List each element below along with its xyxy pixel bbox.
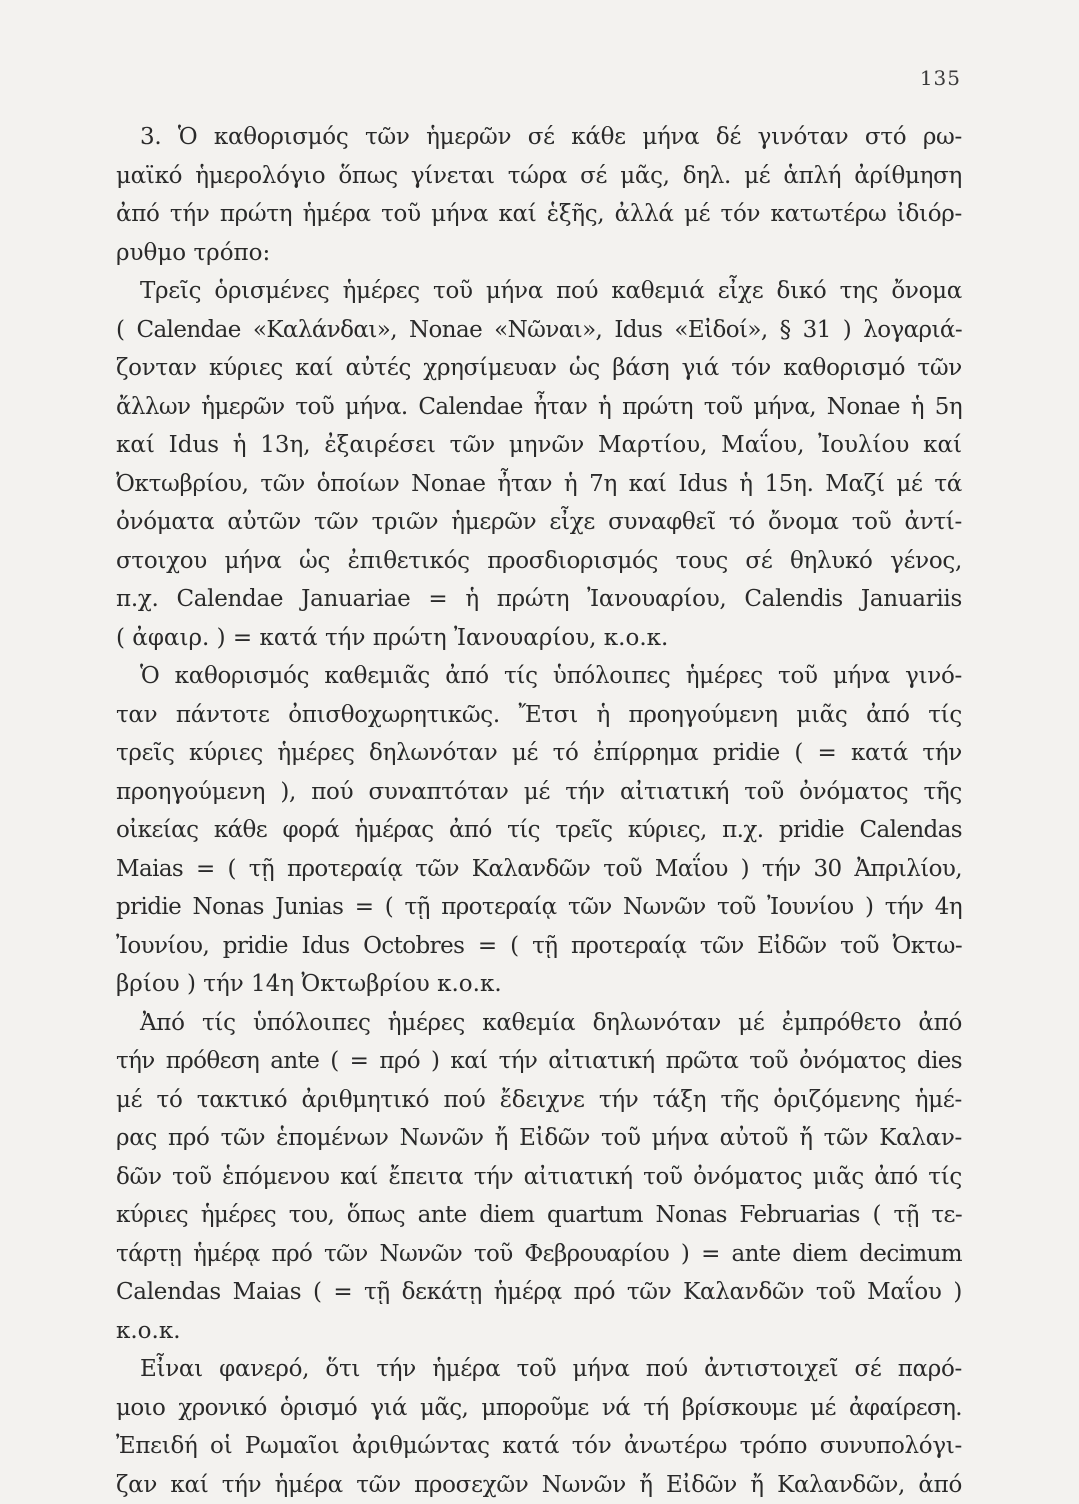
text-line: μέ τό τακτικό ἀριθμητικό πού ἔδειχνε τήν τάξη τῆς ὁριζόμενης ἡμέ-	[116, 1081, 962, 1120]
page-number: 135	[920, 66, 961, 90]
text-line: Εἶναι φανερό, ὅτι τήν ἡμέρα τοῦ μήνα πού ἀντιστοιχεῖ σέ παρό-	[116, 1350, 962, 1389]
text-line: Τρεῖς ὁρισμένες ἡμέρες τοῦ μήνα πού καθεμιά εἶχε δικό της ὄνομα	[116, 272, 962, 311]
text-line: ρας πρό τῶν ἑπομένων Νωνῶν ἤ Εἰδῶν τοῦ μήνα αὐτοῦ ἤ τῶν Καλαν-	[116, 1119, 962, 1158]
paragraph	[116, 1350, 962, 1504]
text-line: ( ἀφαιρ. ) = κατά τήν πρώτη Ἰανουαρίου, κ.ο.κ.	[116, 619, 962, 658]
paragraph	[116, 118, 962, 272]
text-line: τρεῖς κύριες ἡμέρες δηλωνόταν μέ τό ἐπίρρημα pridie ( = κατά τήν	[116, 734, 962, 773]
paragraph	[116, 657, 962, 1004]
text-line: ( Calendae «Καλάνδαι», Nonae «Νῶναι», Idus «Εἰδοί», § 31 ) λογαριά-	[116, 311, 962, 350]
text-line: ἄλλων ἡμερῶν τοῦ μήνα. Calendae ἦταν ἡ πρώτη τοῦ μήνα, Nonae ἡ 5η	[116, 388, 962, 427]
text-line: κ.ο.κ.	[116, 1312, 962, 1351]
text-line: ζαν καί τήν ἡμέρα τῶν προσεχῶν Νωνῶν ἤ Εἰδῶν ἤ Καλανδῶν, ἀπό	[116, 1466, 962, 1504]
text-line: Ἀπό τίς ὑπόλοιπες ἡμέρες καθεμία δηλωνόταν μέ ἐμπρόθετο ἀπό	[116, 1004, 962, 1043]
text-line: στοιχου μήνα ὡς ἐπιθετικός προσδιορισμός τους σέ θηλυκό γένος,	[116, 542, 962, 581]
text-line: ρυθμο τρόπο:	[116, 234, 962, 273]
text-line: Ὁ καθορισμός καθεμιᾶς ἀπό τίς ὑπόλοιπες ἡμέρες τοῦ μήνα γινό-	[116, 657, 962, 696]
paragraph	[116, 272, 962, 657]
text-line: ζονταν κύριες καί αὐτές χρησίμευαν ὡς βάση γιά τόν καθορισμό τῶν	[116, 349, 962, 388]
text-line: Ὀκτωβρίου, τῶν ὁποίων Nonae ἦταν ἡ 7η καί Idus ἡ 15η. Μαζί μέ τά	[116, 465, 962, 504]
text-line: Calendas Maias ( = τῇ δεκάτῃ ἡμέρᾳ πρό τῶν Καλανδῶν τοῦ Μαΐου )	[116, 1273, 962, 1312]
text-line: π.χ. Calendae Januariae = ἡ πρώτη Ἰανουαρίου, Calendis Januariis	[116, 580, 962, 619]
text-line: οἰκείας κάθε φορά ἡμέρας ἀπό τίς τρεῖς κύριες, π.χ. pridie Calendas	[116, 811, 962, 850]
text-line: Maias = ( τῇ προτεραίᾳ τῶν Καλανδῶν τοῦ Μαΐου ) τήν 30 Ἀπριλίου,	[116, 850, 962, 889]
text-line: προηγούμενη ), πού συναπτόταν μέ τήν αἰτιατική τοῦ ὀνόματος τῆς	[116, 773, 962, 812]
text-line: Ἐπειδή οἱ Ρωμαῖοι ἀριθμώντας κατά τόν ἀνωτέρω τρόπο συνυπολόγι-	[116, 1427, 962, 1466]
text-line: τάρτῃ ἡμέρᾳ πρό τῶν Νωνῶν τοῦ Φεβρουαρίου ) = ante diem decimum	[116, 1235, 962, 1274]
text-line: ταν πάντοτε ὀπισθοχωρητικῶς. Ἔτσι ἡ προηγούμενη μιᾶς ἀπό τίς	[116, 696, 962, 735]
text-line: δῶν τοῦ ἑπόμενου καί ἔπειτα τήν αἰτιατική τοῦ ὀνόματος μιᾶς ἀπό τίς	[116, 1158, 962, 1197]
text-line: καί Idus ἡ 13η, ἐξαιρέσει τῶν μηνῶν Μαρτίου, Μαΐου, Ἰουλίου καί	[116, 426, 962, 465]
text-line: ὀνόματα αὐτῶν τῶν τριῶν ἡμερῶν εἶχε συναφθεῖ τό ὄνομα τοῦ ἀντί-	[116, 503, 962, 542]
text-line: βρίου ) τήν 14η Ὀκτωβρίου κ.ο.κ.	[116, 965, 962, 1004]
text-line: Ἰουνίου, pridie Idus Octobres = ( τῇ προτεραίᾳ τῶν Εἰδῶν τοῦ Ὀκτω-	[116, 927, 962, 966]
body-text	[116, 118, 962, 1504]
paragraph	[116, 1004, 962, 1351]
text-line: 3. Ὁ καθορισμός τῶν ἡμερῶν σέ κάθε μήνα δέ γινόταν στό ρω-	[116, 118, 962, 157]
text-line: ἀπό τήν πρώτη ἡμέρα τοῦ μήνα καί ἑξῆς, ἀλλά μέ τόν κατωτέρω ἰδιόρ-	[116, 195, 962, 234]
text-line: μαϊκό ἡμερολόγιο ὅπως γίνεται τώρα σέ μᾶς, δηλ. μέ ἁπλή ἀρίθμηση	[116, 157, 962, 196]
text-line: τήν πρόθεση ante ( = πρό ) καί τήν αἰτιατική πρῶτα τοῦ ὀνόματος dies	[116, 1042, 962, 1081]
text-line: μοιο χρονικό ὁρισμό γιά μᾶς, μποροῦμε νά τή βρίσκουμε μέ ἀφαίρεση.	[116, 1389, 962, 1428]
text-line: κύριες ἡμέρες του, ὅπως ante diem quartum Nonas Februarias ( τῇ τε-	[116, 1196, 962, 1235]
text-line: pridie Nonas Junias = ( τῇ προτεραίᾳ τῶν Νωνῶν τοῦ Ἰουνίου ) τήν 4η	[116, 888, 962, 927]
